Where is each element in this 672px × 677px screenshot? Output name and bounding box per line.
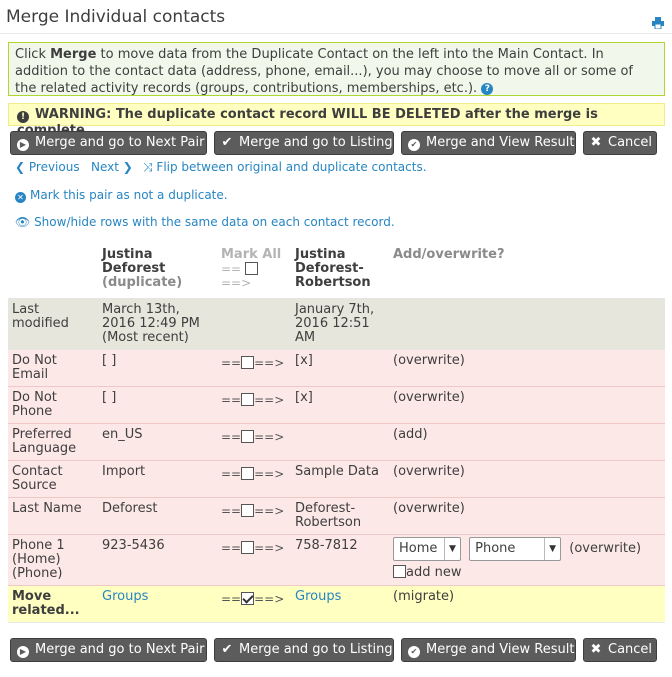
cancel-button[interactable] (583, 638, 657, 662)
row-label: Contact Source (8, 460, 98, 497)
chevron-down-icon: ▼ (444, 538, 460, 560)
close-icon: ✖ (590, 642, 602, 657)
row-label: Last Name (8, 497, 98, 534)
arrow-left: == (221, 392, 242, 407)
table-row (8, 497, 665, 534)
action-cell (389, 534, 665, 585)
arrow-right: ==> (254, 503, 285, 518)
arrow-left: == (221, 262, 242, 276)
phone-type-select[interactable] (469, 537, 561, 561)
row-checkbox-cell (217, 585, 291, 622)
flip-link[interactable] (143, 160, 427, 175)
action-text: (migrate) (389, 585, 665, 622)
row-label: Preferred Language (8, 423, 98, 460)
table-header-row (8, 242, 665, 298)
check-icon: ✔ (221, 135, 233, 150)
merge-view-result-button[interactable] (401, 638, 576, 662)
page-title: Merge Individual contacts (6, 7, 226, 27)
duplicate-groups-link[interactable]: Groups (98, 585, 217, 622)
arrow-right: ==> (254, 540, 285, 555)
main-contact-name: Justina Deforest-Robertson (295, 247, 371, 290)
table-row (8, 298, 665, 349)
not-duplicate-link[interactable] (15, 188, 228, 203)
close-circle-icon: ✕ (15, 192, 26, 203)
row-checkbox[interactable] (241, 430, 254, 443)
header-add-overwrite (389, 242, 665, 298)
row-checkbox[interactable] (241, 393, 254, 406)
button-label: Merge and go to Next Pair (35, 642, 205, 657)
add-new-label: add new (406, 564, 462, 580)
action-text: (overwrite) (389, 460, 665, 497)
add-new-checkbox[interactable] (393, 565, 406, 578)
arrow-left: == (221, 466, 242, 481)
duplicate-value: en_US (98, 423, 217, 460)
duplicate-value: [ ] (98, 386, 217, 423)
help-text-rest: to move data from the Duplicate Contact on the left into the Main Contact. In addition to the contact data (address, phone, email...), you may choose to move all or some of the related activity records (groups, contributions, memberships, etc.). (15, 47, 634, 96)
arrow-right: ==> (254, 355, 285, 370)
header-main (291, 242, 389, 298)
action-text: (overwrite) (569, 541, 642, 556)
row-checkbox-cell (217, 386, 291, 423)
link-label: Mark this pair as not a duplicate. (30, 188, 228, 202)
select-value: Home (399, 540, 438, 556)
shuffle-icon: ⤨ (143, 160, 157, 174)
row-label: Do Not Email (8, 349, 98, 386)
arrow-left: == (221, 503, 242, 518)
arrow-right: ==> (254, 591, 285, 606)
header-duplicate (98, 242, 217, 298)
row-label: Phone 1 (Home) (Phone) (8, 534, 98, 585)
link-label: Next (91, 160, 119, 174)
table-row (8, 534, 665, 585)
duplicate-value: Import (98, 460, 217, 497)
link-label: Flip between original and duplicate contacts. (156, 160, 427, 174)
row-label: Last modified (8, 298, 98, 349)
page-header (0, 0, 672, 34)
table-row (8, 460, 665, 497)
main-groups-link[interactable]: Groups (291, 585, 389, 622)
check-circle-icon: ✔ (408, 139, 420, 151)
chevron-right-icon: ❯ (118, 160, 133, 174)
help-merge-word: Merge (50, 47, 97, 62)
row-checkbox-cell (217, 349, 291, 386)
chevron-down-icon: ▼ (544, 538, 560, 560)
button-label: Cancel (608, 135, 653, 150)
main-value: [x] (291, 386, 389, 423)
button-label: Merge and go to Next Pair (35, 135, 205, 150)
main-value: 758-7812 (291, 534, 389, 585)
action-text: (add) (389, 423, 665, 460)
merge-table (8, 242, 665, 623)
duplicate-label: (duplicate) (102, 275, 183, 290)
merge-view-result-button[interactable] (401, 131, 576, 155)
button-label: Merge and go to Listing (239, 642, 393, 657)
check-icon: ✔ (221, 642, 233, 657)
arrow-right: ==> (254, 466, 285, 481)
button-label: Merge and go to Listing (239, 135, 393, 150)
main-value (291, 423, 389, 460)
table-row (8, 585, 665, 622)
cancel-button[interactable] (583, 131, 657, 155)
merge-listing-button[interactable] (214, 131, 394, 155)
play-icon: ▶ (17, 139, 29, 151)
row-label: Move related... (8, 585, 98, 622)
table-row (8, 423, 665, 460)
row-checkbox-cell (217, 423, 291, 460)
warning-text: WARNING: The duplicate contact record WILL BE DELETED after the merge is (35, 107, 598, 122)
location-type-select[interactable] (393, 537, 461, 561)
mark-all-checkbox[interactable] (245, 262, 258, 275)
duplicate-value: Deforest (98, 497, 217, 534)
arrow-right: ==> (221, 276, 252, 290)
header-mark-all (217, 242, 291, 298)
arrow-right: ==> (254, 429, 285, 444)
check-circle-icon: ✔ (408, 646, 420, 658)
main-value: Sample Data (291, 460, 389, 497)
merge-next-pair-button[interactable] (10, 131, 207, 155)
eye-icon: 👁 (15, 215, 35, 229)
play-icon: ▶ (17, 646, 29, 658)
show-hide-link[interactable] (15, 215, 395, 229)
arrow-left: == (221, 429, 242, 444)
help-text: Click (15, 47, 51, 62)
row-checkbox[interactable] (241, 541, 254, 554)
action-text: (overwrite) (389, 349, 665, 386)
table-row (8, 349, 665, 386)
link-label: Show/hide rows with the same data on each contact record. (34, 215, 395, 229)
button-label: Merge and View Result (426, 135, 575, 150)
next-link[interactable] (91, 160, 133, 174)
row-checkbox-cell (217, 497, 291, 534)
action-text (389, 298, 665, 349)
duplicate-value: [ ] (98, 349, 217, 386)
main-value: Deforest-Robertson (291, 497, 389, 534)
arrow-right: ==> (254, 392, 285, 407)
previous-link[interactable] (15, 160, 80, 174)
main-value: [x] (291, 349, 389, 386)
warning-banner (8, 103, 665, 126)
add-overwrite-label: Add/overwrite? (393, 247, 505, 262)
row-checkbox-cell (217, 460, 291, 497)
close-icon: ✖ (590, 135, 602, 150)
duplicate-value: March 13th, 2016 12:49 PM (Most recent) (98, 298, 217, 349)
info-icon: ! (17, 111, 29, 123)
row-checkbox[interactable] (241, 467, 254, 480)
print-icon[interactable] (652, 17, 664, 29)
arrow-left: == (221, 591, 242, 606)
action-text: (overwrite) (389, 386, 665, 423)
row-checkbox-cell (217, 298, 291, 349)
select-value: Phone (475, 540, 516, 556)
duplicate-value: 923-5436 (98, 534, 217, 585)
link-label: Previous (28, 160, 80, 174)
duplicate-name: Justina Deforest (102, 247, 166, 276)
chevron-left-icon: ❮ (15, 160, 29, 174)
arrow-left: == (221, 355, 242, 370)
button-label: Cancel (608, 642, 653, 657)
row-checkbox-cell (217, 534, 291, 585)
button-label: Merge and View Result (426, 642, 575, 657)
row-checkbox[interactable] (241, 356, 254, 369)
arrow-left: == (221, 540, 242, 555)
row-checkbox[interactable] (241, 504, 254, 517)
main-value: January 7th, 2016 12:51 AM (291, 298, 389, 349)
row-checkbox[interactable] (241, 592, 254, 605)
row-label: Do Not Phone (8, 386, 98, 423)
merge-listing-button[interactable] (214, 638, 394, 662)
merge-next-pair-button[interactable] (10, 638, 207, 662)
mark-all-label: Mark All (221, 247, 282, 262)
help-box (8, 42, 665, 96)
table-row (8, 386, 665, 423)
help-icon[interactable]: ? (481, 83, 493, 95)
header-empty (8, 242, 98, 298)
action-text: (overwrite) (389, 497, 665, 534)
